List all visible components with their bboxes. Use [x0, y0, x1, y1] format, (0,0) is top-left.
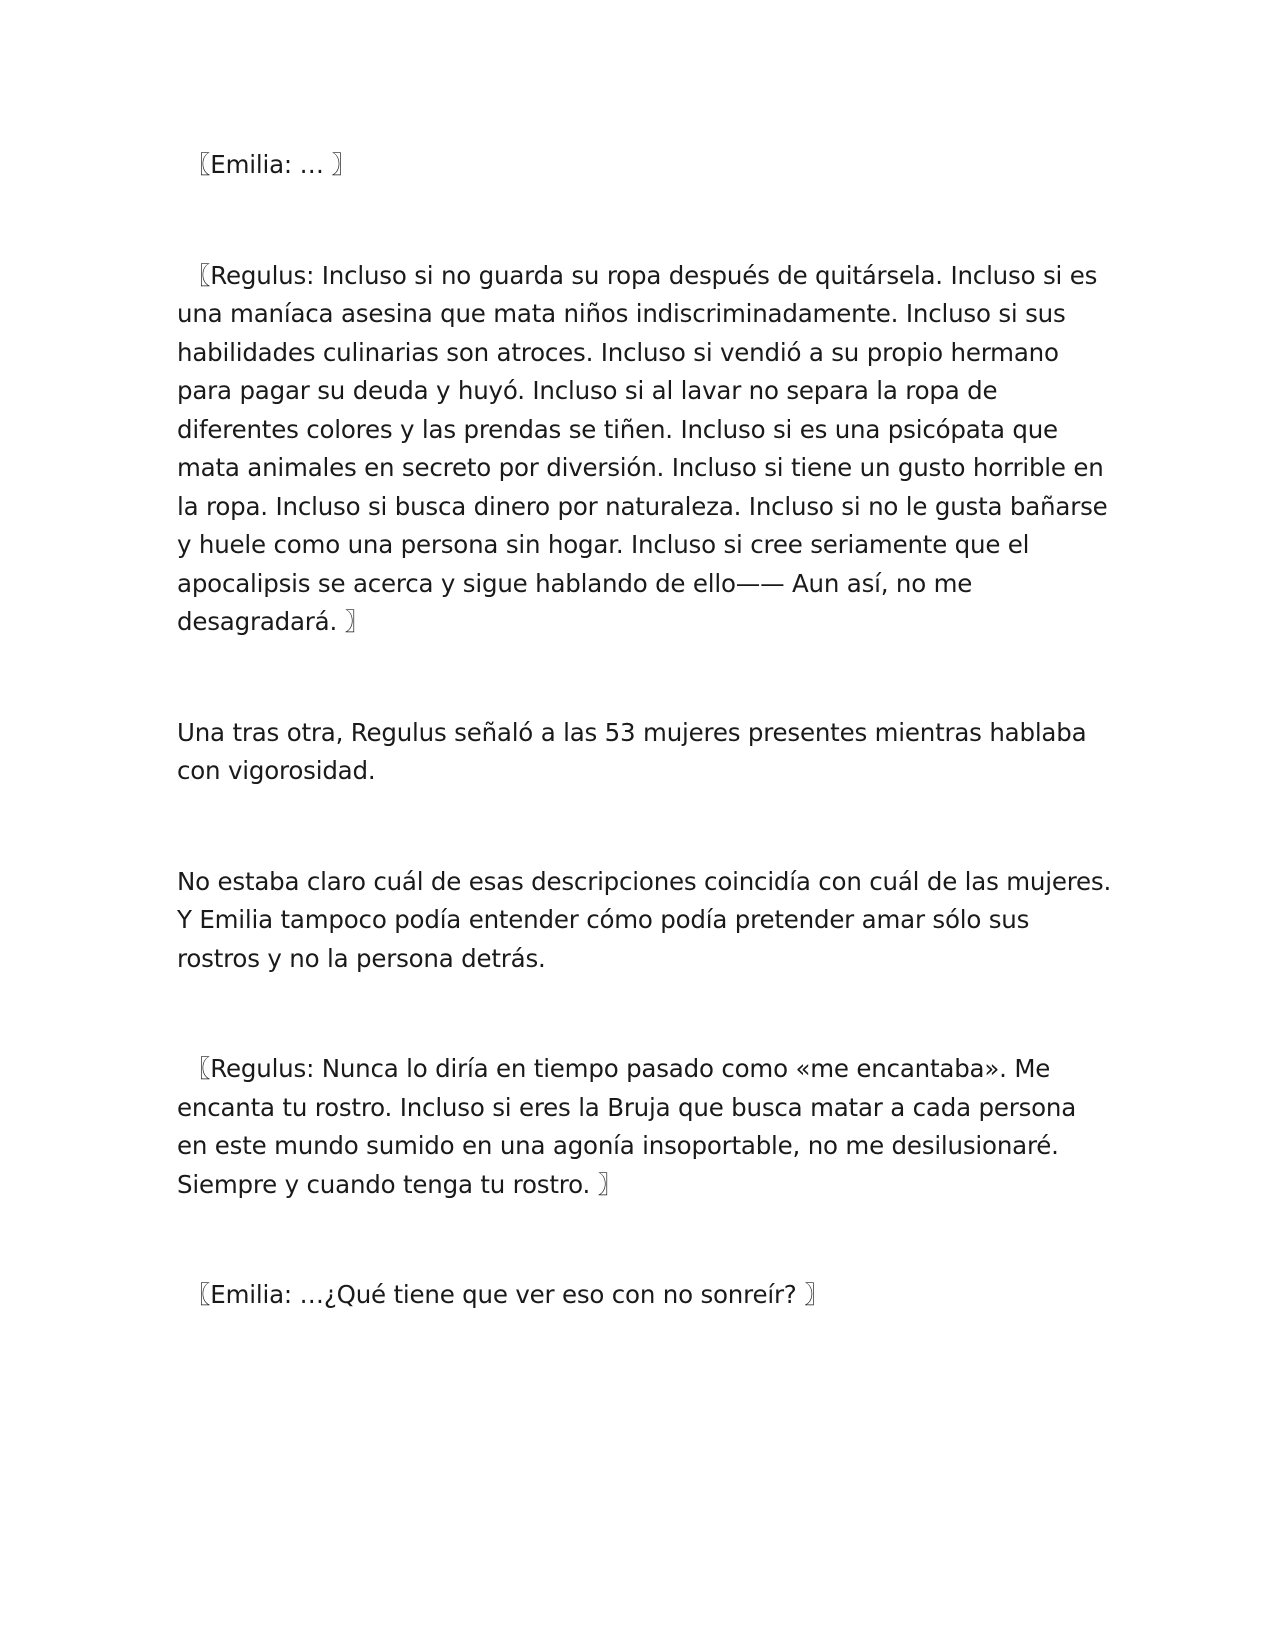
text-column: [177, 146, 1112, 1387]
dialogue-regulus-1: 〖Regulus: Incluso si no guarda su ropa después de quitársela. Incluso si es una maníaca asesina que mata niños indiscriminadamente. Incluso si sus habilidades culinarias son atroces. Incluso si vendió a su propio hermano para pagar su deuda y huyó. Incluso si al lavar no separa la ropa de diferentes colores y las prendas se tiñen. Incluso si es una psicópata que mata animales en secreto por diversión. Incluso si tiene un gusto horrible en la ropa. Incluso si busca dinero por naturaleza. Incluso si no le gusta bañarse y huele como una persona sin hogar. Incluso si cree seriamente que el apocalipsis se acerca y sigue hablando de ello—— Aun así, no me desagradará. 〗: [177, 260, 1108, 636]
narration-paragraph-2: No estaba claro cuál de esas descripciones coincidía con cuál de las mujeres. Y Emilia tampoco podía entender cómo podía pretender amar sólo sus rostros y no la persona detrás.: [177, 866, 1112, 973]
dialogue-emilia-1: 〖Emilia: … 〗: [186, 150, 356, 179]
dialogue-emilia-2: 〖Emilia: …¿Qué tiene que ver eso con no sonreír? 〗: [186, 1280, 829, 1309]
narration-paragraph-1: Una tras otra, Regulus señaló a las 53 mujeres presentes mientras hablaba con vigorosidad.: [177, 717, 1087, 785]
dialogue-regulus-2: 〖Regulus: Nunca lo diría en tiempo pasado como «me encantaba». Me encanta tu rostro. Incluso si eres la Bruja que busca matar a cada persona en este mundo sumido en una agonía insoportable, no me desilusionaré. Siempre y cuando tenga tu rostro. 〗: [177, 1054, 1077, 1199]
